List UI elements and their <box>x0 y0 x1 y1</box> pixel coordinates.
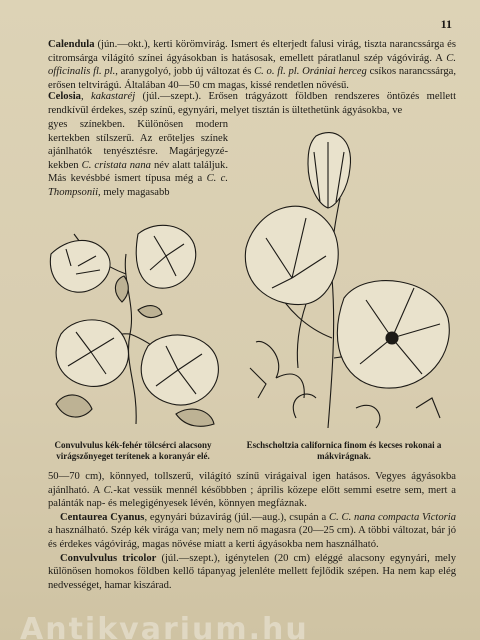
convolvulus-heading: Convulvulus tricolor <box>60 552 157 564</box>
centaurea-text-1: , egynyári búzavirág (júl.—aug.), csupán a <box>144 511 329 523</box>
calendula-text-3: csíkos narancssárga, erősen teltvirágú. Általában 40—50 cm magas, kissé rendetlen növésű. <box>48 66 456 91</box>
convolvulus-text: (júl.—szept.), igénytelen (20 cm) eléggé alacsony egynyári, mely különösen homokos földben kellő tápanyag jelenléte mellett fejlődik szépen. Ha nem kap elég nedvességet, hamar kiszárad. <box>48 552 457 591</box>
celosia-continued-2: -kat vessük mennél későbbben ; április közepe előtt semmi esetre sem, mert a palánták nap- és melegigényesek lévén, könnyen megfáznak. <box>48 484 456 510</box>
calendula-italic-2: C. o. fl. pl. Orániai herceg <box>254 66 367 78</box>
calendula-italic-1: C. officinalis fl. pl. <box>48 52 456 78</box>
bottom-text <box>48 470 456 592</box>
page-number: 11 <box>440 17 452 31</box>
convolvulus-illustration <box>26 214 238 432</box>
calendula-heading: Calendula <box>48 39 95 50</box>
celosia-paragraph-narrow <box>48 118 228 200</box>
celosia-heading: Celosia <box>48 91 81 102</box>
centaurea-text-2: a használható. Szép kék virága van; mely nem nő magasra (20—25 cm). A többi változat, bár jó és érdekes vágóvirág, magas növése miatt a kerti ágyásokba nem használható. <box>48 525 456 550</box>
celosia-paragraph-full: Celosia, kakastaréj (júl.—szept.). Erősen trágyázott földben rendszeres öntözés mellett rendkívül érdekes, szép színű, egynyári, melyet tisztán is ültethetünk ágyásokba, ve <box>48 91 457 116</box>
calendula-text-2: , aranygolyó, jobb új változat és <box>115 66 255 78</box>
centaurea-heading: Centaurea Cyanus <box>60 511 145 523</box>
caption-eschscholtzia: Eschscholtzia californica finom és kecses rokonai a mákvirágnak. <box>246 440 442 461</box>
calendula-text-1: (jún.—okt.), kerti körömvirág. Ismert és elterjedt falusi virág, tiszta narancssárga és citromsárga világító színei ágyásokban is hatásosak, emellett páratlanul szép vágóvirág. A <box>48 39 456 64</box>
celosia-text-4: , mely magasabb <box>98 186 170 198</box>
watermark: Antikvarium.hu <box>20 612 309 640</box>
main-stem <box>125 254 136 424</box>
celosia-text-1: (júl.—szept.). Erősen trágyázott földben rendszeres öntözés mellett rendkívül érdekes, szép színű, egynyári, melyet tisztán is ültethetünk ágyásokba, ve <box>48 91 457 116</box>
celosia-text-3: név alatt találjuk. Más kevésbbé ismert típusa még a <box>48 159 228 185</box>
celosia-italic-3: C. c. Thompsonii <box>48 173 228 198</box>
calendula-paragraph <box>48 38 456 92</box>
convolvulus-drawing <box>26 214 238 432</box>
celosia-italic-1: kakastaréj <box>91 91 136 102</box>
flower-top-left <box>50 240 110 292</box>
centaurea-italic: C. C. nana compacta Victoria <box>329 511 456 523</box>
celosia-continued-1: 50—70 cm), könnyed, tollszerű, világító színű virágaival igen hatásos. Vegyes ágyásokba ajánlható. A <box>48 471 456 496</box>
eschscholtzia-illustration <box>236 128 456 434</box>
celosia-italic-2: C. cristata nana <box>81 159 151 171</box>
celosia-text-2: gyes színekben. Különösen modern kertekben stílszerű. Az erőteljes színek ajánlhatók tenyésztésre. Magárjegyzékekben <box>48 119 228 171</box>
bud-flower-top <box>308 133 351 208</box>
caption-convolvulus: Convulvulus kék-fehér tölcsérci alacsony virágszőnyeget terítenek a koranyár elé. <box>54 440 212 461</box>
flower-middle-right <box>141 335 218 405</box>
celosia-continued-italic: C. <box>103 484 114 496</box>
flower-left <box>245 206 338 304</box>
eschscholtzia-drawing <box>236 128 456 434</box>
